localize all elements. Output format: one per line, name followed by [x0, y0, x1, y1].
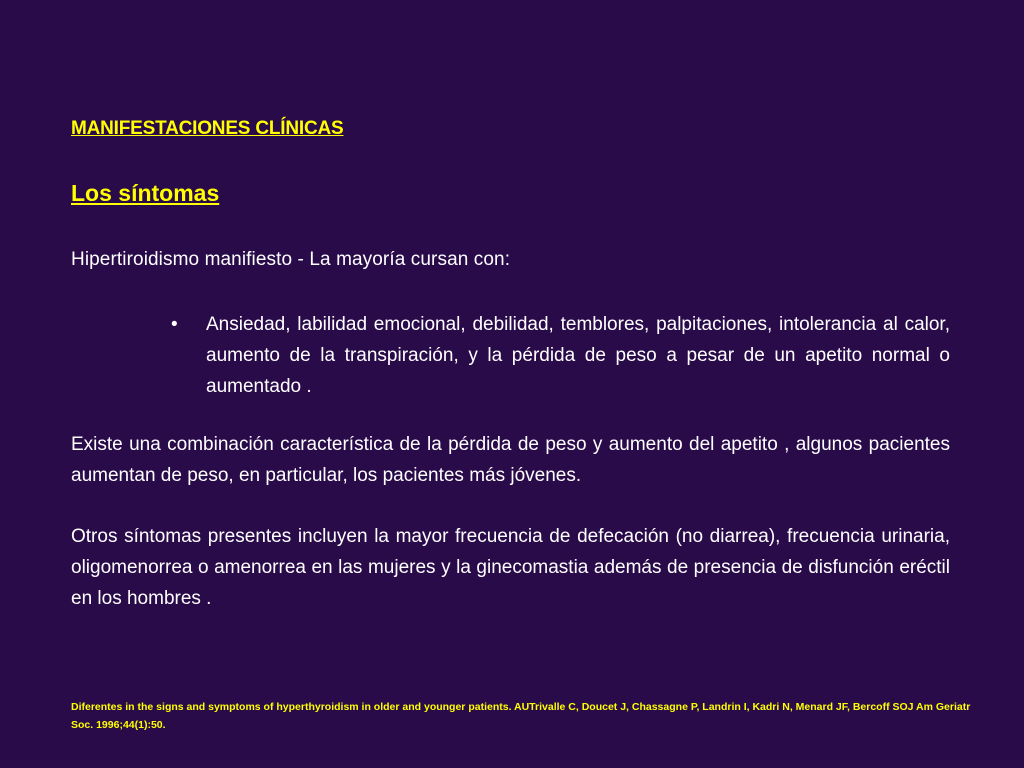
paragraph-weight-appetite: Existe una combinación característica de la pérdida de peso y aumento del apetito , algunos pacientes aumentan de peso, en particular, los pacientes más jóvenes. [71, 434, 950, 486]
intro-text: Hipertiroidismo manifiesto - La mayoría cursan con: [71, 249, 511, 270]
section-title: MANIFESTACIONES CLÍNICAS [71, 118, 344, 139]
bullet-text: Ansiedad, labilidad emocional, debilidad, temblores, palpitaciones, intolerancia al calor, aumento de la transpiración, y la pérdida de peso a pesar de un apetito normal o aumentado . [206, 314, 950, 397]
symptom-bullet [171, 309, 950, 402]
reference-citation: Diferentes in the signs and symptoms of hyperthyroidism in older and younger patients. AUTrivalle C, Doucet J, Chassagne P, Landrin I, Kadri N, Menard JF, Bercoff SOJ Am Geriatr Soc. 1996;44(1):50. [71, 701, 971, 731]
paragraph-other-symptoms: Otros síntomas presentes incluyen la mayor frecuencia de defecación (no diarrea), frecuencia urinaria, oligomenorrea o amenorrea en las mujeres y la ginecomastia además de presencia de disfunción eréctil en los hombres . [71, 526, 950, 609]
subtitle: Los síntomas [71, 180, 220, 206]
bullet-marker: • [171, 314, 178, 335]
